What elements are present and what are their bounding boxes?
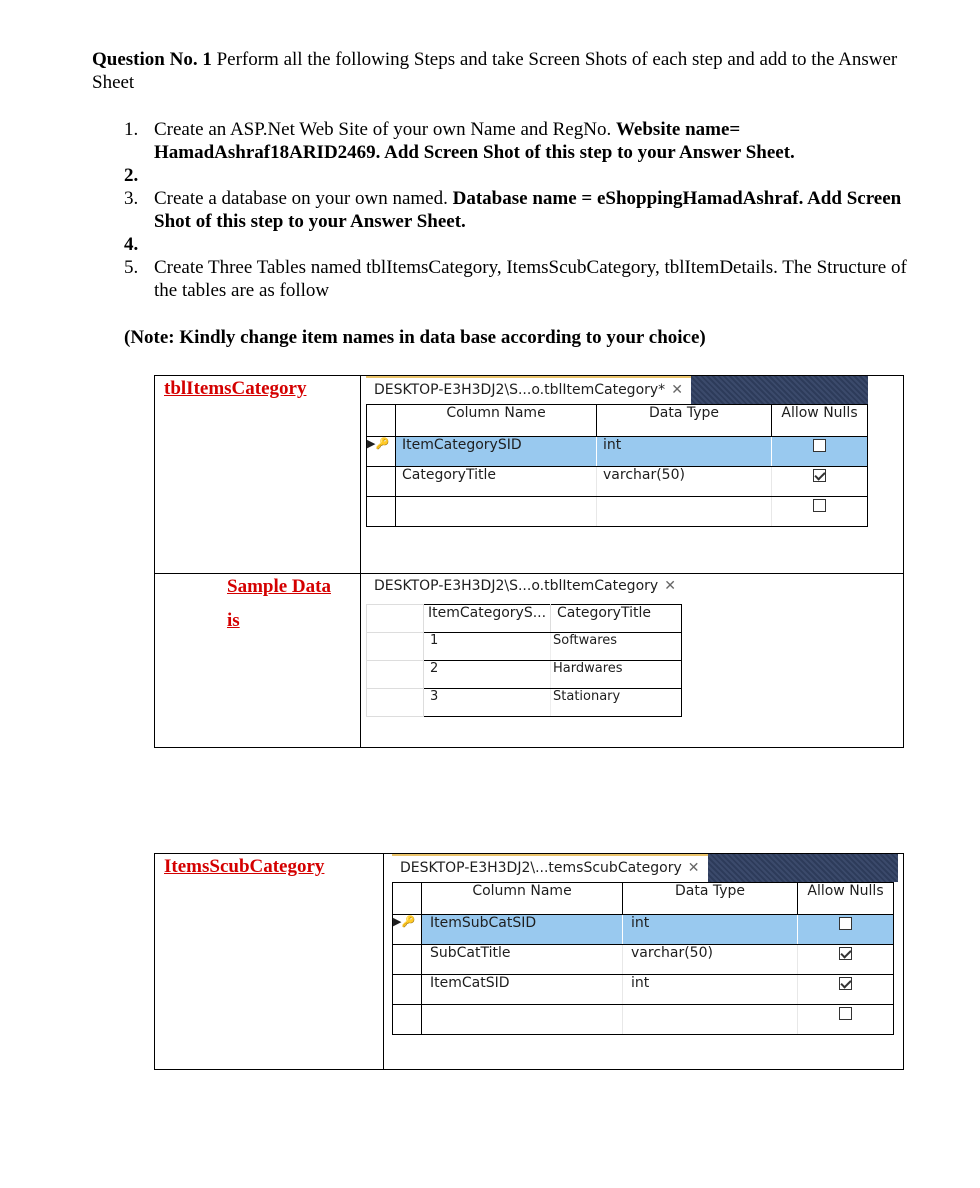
allow-nulls-checkbox[interactable] — [839, 977, 852, 990]
table2-designer — [392, 854, 898, 1035]
allow-nulls-checkbox[interactable] — [813, 439, 826, 452]
note: (Note: Kindly change item names in data base according to your choice) — [124, 327, 706, 348]
question-heading: Question No. 1 — [92, 49, 212, 70]
table1-grid: Column Name Data Type Allow Nulls ▶🔑 ItemCategorySID int CategoryTitle varchar(50) — [366, 404, 868, 527]
table1-outer — [154, 375, 904, 748]
primary-key-icon: ▶🔑 — [393, 915, 416, 928]
steps-list — [92, 118, 912, 302]
step-4: 4. — [124, 234, 139, 255]
table-row[interactable]: ▶🔑 ItemSubCatSID int — [393, 915, 894, 945]
table2-outer — [154, 853, 904, 1070]
table-row[interactable]: ItemCatSID int — [393, 975, 894, 1005]
step-3: 3. Create a database on your own named. Database name = eShoppingHamadAshraf. Add Screen Shot of this step to your Answer Sheet. — [124, 188, 902, 232]
allow-nulls-checkbox[interactable] — [813, 469, 826, 482]
step-2: 2. — [124, 165, 139, 186]
sample-data-label: Sample Data — [227, 576, 331, 597]
step-5: 5. Create Three Tables named tblItemsCategory, ItemsScubCategory, tblItemDetails. The Structure of the tables are as follow — [124, 257, 907, 301]
table2-label: ItemsScubCategory — [164, 856, 325, 877]
close-icon[interactable]: ✕ — [664, 578, 676, 594]
allow-nulls-checkbox[interactable] — [839, 917, 852, 930]
table-row[interactable]: ▶🔑 ItemCategorySID int — [367, 437, 868, 467]
sample-grid: ItemCategoryS... CategoryTitle 1 Softwares 2 Hardwares 3 Stationary — [366, 604, 682, 717]
close-icon[interactable]: ✕ — [671, 382, 683, 398]
allow-nulls-checkbox[interactable] — [839, 1007, 852, 1020]
table-row-empty[interactable] — [367, 497, 868, 527]
step-1: 1. Create an ASP.Net Web Site of your own Name and RegNo. Website name= HamadAshraf18ARID2469. Add Screen Shot of this step to your Answer Sheet. — [124, 119, 795, 163]
table-row[interactable]: 1 Softwares — [367, 633, 682, 661]
question-body: Perform all the following Steps and take Screen Shots of each step and add to the Answer Sheet — [92, 49, 898, 93]
allow-nulls-checkbox[interactable] — [839, 947, 852, 960]
table1-label: tblItemsCategory — [164, 378, 307, 399]
table2-tab[interactable]: DESKTOP-E3H3DJ2\...temsScubCategory ✕ — [392, 854, 708, 882]
table-row[interactable]: CategoryTitle varchar(50) — [367, 467, 868, 497]
question-text — [92, 48, 912, 94]
table-row-empty[interactable] — [393, 1005, 894, 1035]
primary-key-icon: ▶🔑 — [367, 437, 390, 450]
table-row[interactable]: 3 Stationary — [367, 689, 682, 717]
table1-tab[interactable]: DESKTOP-E3H3DJ2\S...o.tblItemCategory* ✕ — [366, 376, 691, 404]
table-row[interactable]: 2 Hardwares — [367, 661, 682, 689]
sample-tab[interactable]: DESKTOP-E3H3DJ2\S...o.tblItemCategory ✕ — [366, 574, 684, 602]
sample-data-label-is: is — [227, 610, 240, 631]
table2-grid: Column Name Data Type Allow Nulls ▶🔑 ItemSubCatSID int SubCatTitle varchar(50) ItemCatSID int — [392, 882, 894, 1035]
allow-nulls-checkbox[interactable] — [813, 499, 826, 512]
close-icon[interactable]: ✕ — [687, 860, 700, 876]
sample-data-view — [366, 574, 682, 717]
table1-designer — [366, 376, 868, 527]
table-row[interactable]: SubCatTitle varchar(50) — [393, 945, 894, 975]
